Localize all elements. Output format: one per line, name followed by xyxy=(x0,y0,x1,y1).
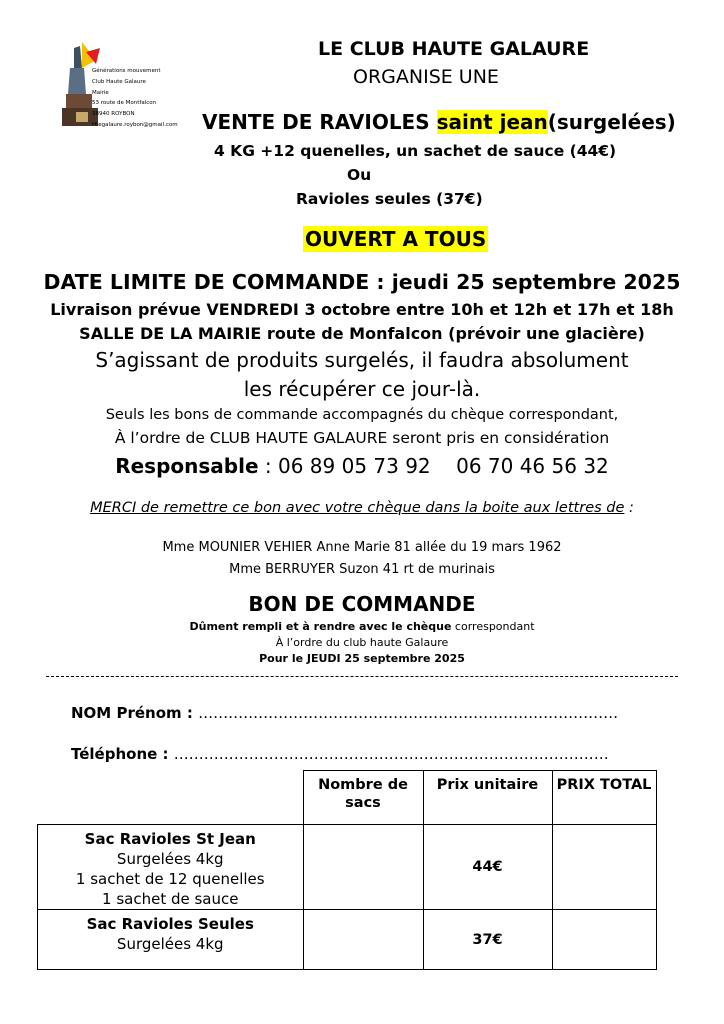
product-detail: Surgelées 4kg xyxy=(116,850,224,868)
merci-colon: : xyxy=(624,500,634,516)
contact-2: Mme BERRUYER Suzon 41 rt de murinais xyxy=(229,562,495,577)
bon-line-1-bold: Dûment rempli et à rendre avec le chèque xyxy=(189,620,452,633)
contact-1: Mme MOUNIER VEHIER Anne Marie 81 allée du 19 mars 1962 xyxy=(162,540,562,555)
product-detail: Surgelées 4kg xyxy=(116,935,224,953)
merci-text: MERCI de remettre ce bon avec votre chèque dans la boite aux lettres de xyxy=(90,500,625,516)
cut-line xyxy=(46,676,678,677)
logo-line: Générations mouvement xyxy=(92,68,161,74)
sale-suffix: (surgelées) xyxy=(547,110,676,134)
open-to-all-badge: OUVERT A TOUS xyxy=(305,227,487,251)
sale-title xyxy=(202,110,676,134)
sale-prefix: VENTE DE RAVIOLES xyxy=(202,110,437,134)
delivery-info: Livraison prévue VENDREDI 3 octobre entre 10h et 12h et 17h et 18h xyxy=(50,300,674,319)
offer-full: 4 KG +12 quenelles, un sachet de sauce (44€) xyxy=(214,142,617,160)
name-label: NOM Prénom : xyxy=(71,704,199,722)
delivery-place: SALLE DE LA MAIRIE route de Monfalcon (prévoir une glacière) xyxy=(79,324,645,343)
product-name: Sac Ravioles St Jean xyxy=(84,830,256,848)
quantity-cell[interactable] xyxy=(303,825,423,910)
product-detail: 1 sachet de sauce xyxy=(102,890,239,908)
offer-or: Ou xyxy=(347,166,372,184)
frozen-notice-2: les récupérer ce jour-là. xyxy=(243,377,481,401)
merci-line xyxy=(0,500,724,516)
name-dots: ………………………………………………………………………… xyxy=(198,704,619,722)
bon-line-3: Pour le JEUDI 25 septembre 2025 xyxy=(259,652,465,665)
total-price-cell[interactable] xyxy=(552,825,656,910)
quantity-cell[interactable] xyxy=(303,910,423,970)
club-title: LE CLUB HAUTE GALAURE xyxy=(318,38,590,60)
total-price-cell[interactable] xyxy=(552,910,656,970)
table-row xyxy=(38,910,657,970)
header-unit-price: Prix unitaire xyxy=(423,771,552,825)
phone-dots: …………………………………………………………………………… xyxy=(173,745,609,763)
header-total-price: PRIX TOTAL xyxy=(552,771,656,825)
logo-line: 38940 ROYBON xyxy=(92,111,135,118)
name-field[interactable] xyxy=(71,704,618,722)
bon-title: BON DE COMMANDE xyxy=(248,592,476,616)
bon-line-1-rest: correspondant xyxy=(451,620,535,633)
table-header-row xyxy=(38,771,657,825)
bon-line-1 xyxy=(0,620,724,633)
logo-line: Mairie xyxy=(92,89,109,96)
product-cell xyxy=(38,825,304,910)
product-name: Sac Ravioles Seules xyxy=(86,915,254,933)
unit-price-cell: 37€ xyxy=(423,910,552,970)
product-cell xyxy=(38,910,304,970)
product-detail: 1 sachet de 12 quenelles xyxy=(75,870,265,888)
frozen-notice-1: S’agissant de produits surgelés, il faudra absolument xyxy=(95,348,629,372)
responsable-label: Responsable xyxy=(115,454,259,478)
order-deadline: DATE LIMITE DE COMMANDE : jeudi 25 septembre 2025 xyxy=(43,270,681,294)
responsable-phones: : 06 89 05 73 92 06 70 46 56 32 xyxy=(258,454,609,478)
responsable-line xyxy=(0,454,724,478)
bon-line-2: À l’ordre du club haute Galaure xyxy=(275,636,449,649)
logo-address xyxy=(92,66,182,131)
unit-price-cell: 44€ xyxy=(423,825,552,910)
header-quantity: Nombre de sacs xyxy=(303,771,423,825)
sale-highlight: saint jean xyxy=(436,110,548,134)
logo-line: 53 route de Montfalcon xyxy=(92,100,157,107)
cheque-notice-2: À l’ordre de CLUB HAUTE GALAURE seront pris en considération xyxy=(114,429,610,447)
logo-line: Club Haute Galaure xyxy=(92,78,146,85)
order-table xyxy=(37,770,657,970)
offer-ravioles-only: Ravioles seules (37€) xyxy=(296,190,483,208)
phone-field[interactable] xyxy=(71,745,609,763)
table-row xyxy=(38,825,657,910)
logo-line: Htegalaure.roybon@gmail.com xyxy=(92,121,178,128)
empty-header-cell xyxy=(38,771,304,825)
club-subtitle: ORGANISE UNE xyxy=(353,66,499,88)
phone-label: Téléphone : xyxy=(71,745,174,763)
cheque-notice-1: Seuls les bons de commande accompagnés du chèque correspondant, xyxy=(105,407,619,423)
